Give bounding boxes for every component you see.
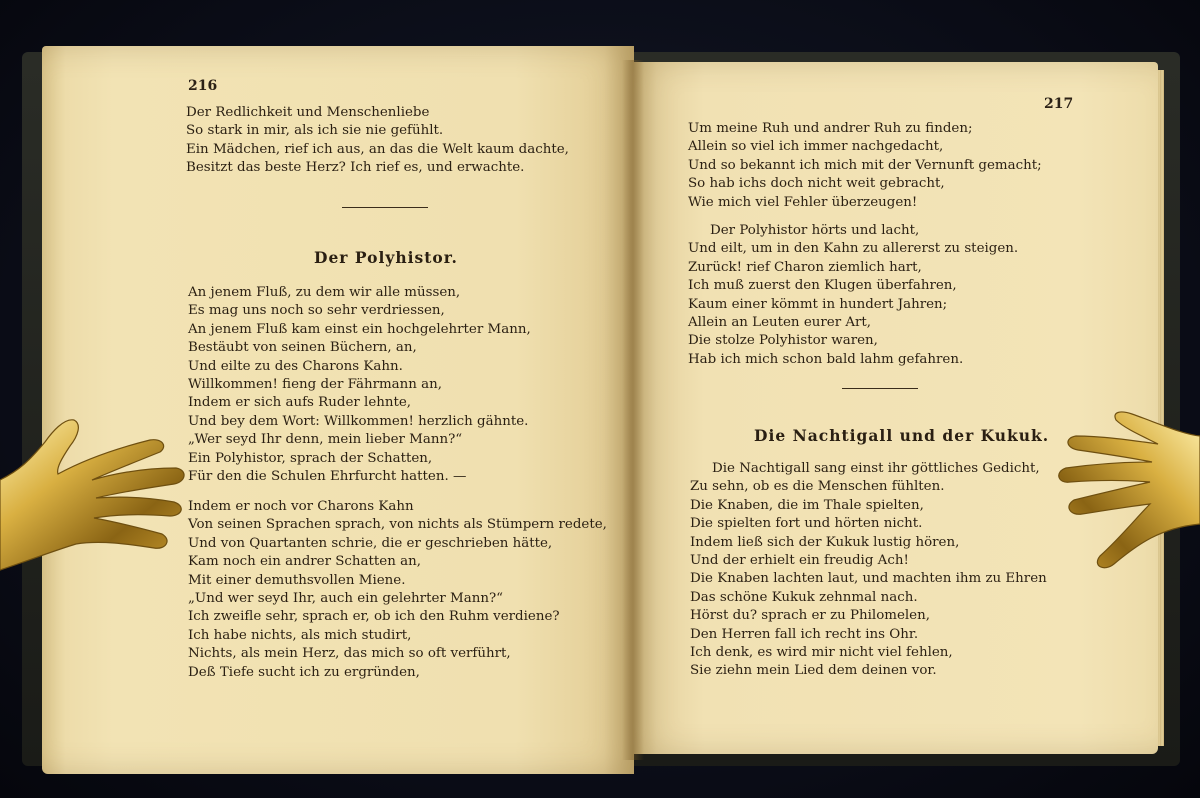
verse-line: Und so bekannt ich mich mit der Vernunft gemacht;: [688, 157, 1042, 173]
stanza-1: [688, 120, 1042, 212]
verse-line: Und von Quartanten schrie, die er geschrieben hätte,: [188, 535, 553, 551]
verse-line: Wie mich viel Fehler überzeugen!: [688, 194, 918, 210]
verse-line: Und eilt, um in den Kahn zu allererst zu steigen.: [688, 241, 1019, 257]
verse-line: Ich habe nichts, als mich studirt,: [188, 627, 412, 643]
verse-line: Besitzt das beste Herz? Ich rief es, und erwachte.: [186, 160, 525, 176]
verse-line: „Und wer seyd Ihr, auch ein gelehrter Mann?“: [188, 590, 503, 606]
verse-line: Ein Mädchen, rief ich aus, an das die Welt kaum dachte,: [186, 141, 569, 157]
verse-line: Ich zweifle sehr, sprach er, ob ich den Ruhm verdiene?: [188, 609, 560, 625]
verse-line: Die Knaben, die im Thale spielten,: [690, 497, 924, 513]
verse-line: Ein Polyhistor, sprach der Schatten,: [188, 450, 433, 466]
verse-line: Den Herren fall ich recht ins Ohr.: [690, 626, 919, 642]
poem-title: Der Polyhistor.: [314, 248, 458, 267]
verse-line: Die stolze Polyhistor waren,: [688, 333, 878, 349]
verse-line: Zu sehn, ob es die Menschen fühlten.: [690, 479, 945, 495]
verse-line: Nichts, als mein Herz, das mich so oft verführt,: [188, 646, 511, 662]
verse-line: Indem er noch vor Charons Kahn: [188, 499, 414, 514]
verse-line: So stark in mir, als ich sie nie gefühlt.: [186, 123, 444, 139]
section-divider: [842, 388, 918, 389]
verse-line: Für den die Schulen Ehrfurcht hatten. —: [188, 468, 467, 484]
verse-line: Kam noch ein andrer Schatten an,: [188, 554, 421, 570]
verse-line: Zurück! rief Charon ziemlich hart,: [688, 259, 922, 275]
book-gutter: [622, 60, 644, 760]
verse-line: So hab ichs doch nicht weit gebracht,: [688, 176, 945, 192]
verse-line: Ich denk, es wird mir nicht viel fehlen,: [690, 644, 953, 660]
verse-line: Hab ich mich schon bald lahm gefahren.: [688, 351, 964, 367]
verse-line: Um meine Ruh und andrer Ruh zu finden;: [688, 121, 973, 136]
section-divider: [342, 207, 428, 208]
stanza-2: [188, 498, 607, 682]
verse-line: Ich muß zuerst den Klugen überfahren,: [688, 278, 957, 294]
verse-line: Willkommen! fieng der Fährmann an,: [188, 376, 443, 392]
verse-line: Bestäubt von seinen Büchern, an,: [188, 340, 417, 356]
verse-line: Deß Tiefe sucht ich zu ergründen,: [188, 664, 420, 680]
brass-hand-right-icon: [1020, 406, 1200, 586]
verse-line: „Wer seyd Ihr denn, mein lieber Mann?“: [188, 432, 463, 448]
verse-line: Mit einer demuthsvollen Miene.: [188, 572, 406, 588]
verse-line: Der Redlichkeit und Menschenliebe: [186, 105, 430, 120]
verse-line: Das schöne Kukuk zehnmal nach.: [690, 589, 918, 605]
verse-line: Indem ließ sich der Kukuk lustig hören,: [690, 534, 960, 550]
verse-line: Allein an Leuten eurer Art,: [688, 314, 872, 330]
verse-line: Kaum einer kömmt in hundert Jahren;: [688, 296, 948, 312]
verse-line: Und der erhielt ein freudig Ach!: [690, 552, 909, 568]
poem-title: Die Nachtigall und der Kukuk.: [754, 426, 1050, 445]
stanza-2: [688, 222, 1018, 369]
verse-line: Die Nachtigall sang einst ihr göttliches Gedicht,: [712, 461, 1040, 476]
verse-line: Die spielten fort und hörten nicht.: [690, 516, 923, 532]
page-number-right: 217: [1044, 96, 1074, 112]
verse-line: Die Knaben lachten laut, und machten ihm zu Ehren: [690, 571, 1047, 587]
verse-line: An jenem Fluß, zu dem wir alle müssen,: [188, 285, 461, 300]
verse-line: Der Polyhistor hörts und lacht,: [710, 223, 920, 238]
verse-line: Hörst du? sprach er zu Philomelen,: [690, 608, 930, 624]
stanza-3: [690, 460, 1047, 681]
page-number-left: 216: [188, 78, 218, 94]
verse-line: An jenem Fluß kam einst ein hochgelehrter Mann,: [188, 321, 531, 337]
stanza-1: [188, 284, 531, 486]
verse-line: Und bey dem Wort: Willkommen! herzlich gähnte.: [188, 413, 529, 429]
brass-hand-left-icon: [0, 410, 200, 610]
verse-line: Und eilte zu des Charons Kahn.: [188, 358, 403, 374]
stanza-top: [186, 104, 569, 178]
verse-line: Indem er sich aufs Ruder lehnte,: [188, 395, 412, 411]
verse-line: Von seinen Sprachen sprach, von nichts als Stümpern redete,: [188, 517, 607, 533]
verse-line: Sie ziehn mein Lied dem deinen vor.: [690, 663, 937, 679]
verse-line: Allein so viel ich immer nachgedacht,: [688, 139, 944, 155]
verse-line: Es mag uns noch so sehr verdriessen,: [188, 303, 445, 319]
